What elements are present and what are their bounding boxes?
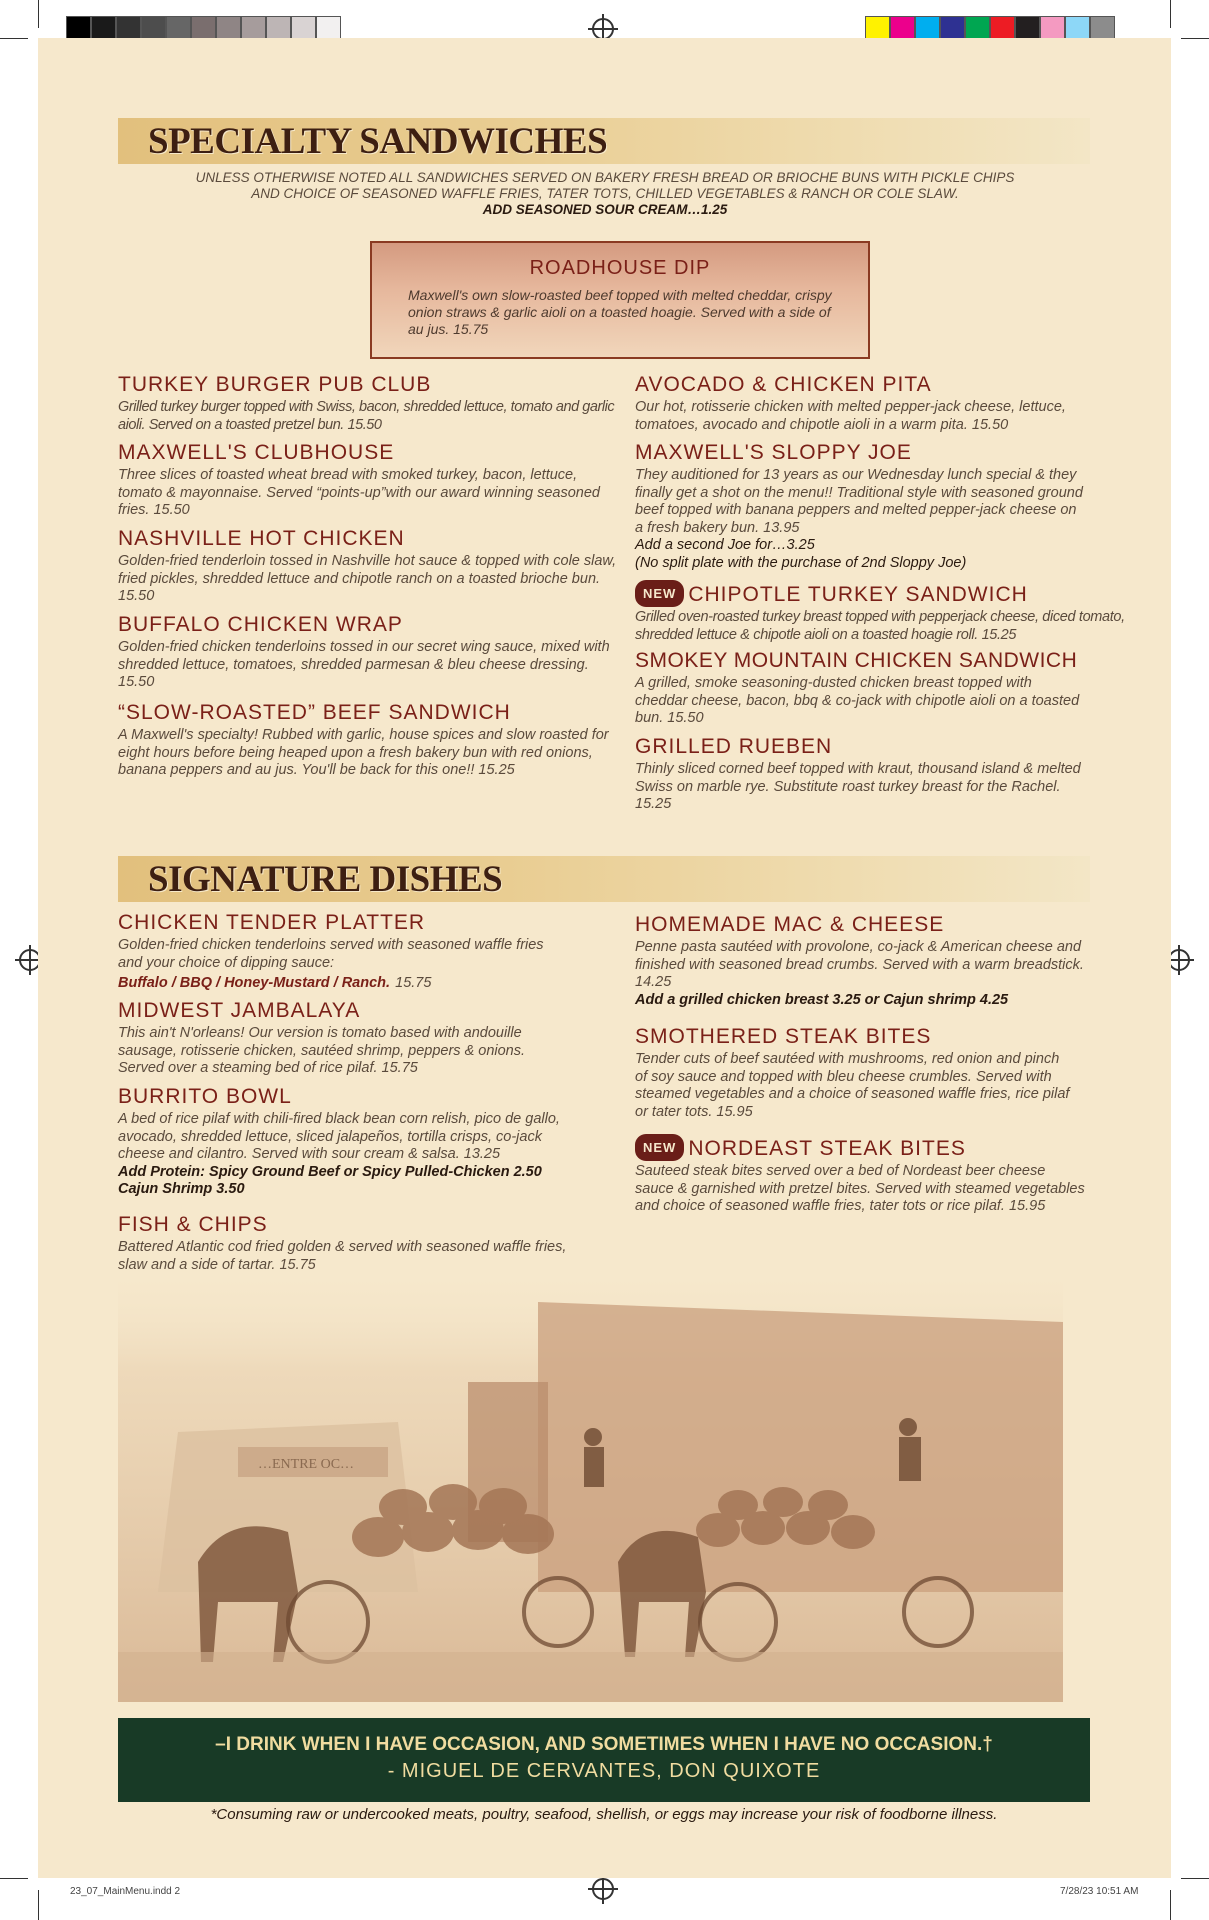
section-heading: SIGNATURE DISHES bbox=[148, 859, 503, 900]
item-description: Grilled turkey burger topped with Swiss, bacon, shredded lettuce, tomato and garlic aioli. Served on a toasted pretzel bun. 15.50 bbox=[118, 399, 615, 433]
item-description: Penne pasta sautéed with provolone, co-jack & American cheese and finished with seasoned bread crumbs. Served with a warm breadstick. 14.25 bbox=[635, 939, 1084, 990]
registration-mark-icon bbox=[592, 18, 614, 40]
menu-item bbox=[635, 580, 1135, 644]
item-description: A bed of rice pilaf with chili-fired black bean corn relish, pico de gallo, avocado, shredded lettuce, sliced jalapeños, tortilla crisps, co-jack cheese and cilantro. Served with sour cream & salsa. 13.25 bbox=[118, 1111, 560, 1162]
item-addon: Add a second Joe for…3.25 bbox=[635, 537, 815, 553]
item-name: GRILLED RUEBEN bbox=[635, 735, 833, 758]
crop-mark bbox=[38, 1890, 39, 1920]
item-note: (No split plate with the purchase of 2nd Sloppy Joe) bbox=[635, 554, 967, 571]
food-safety-disclaimer: *Consuming raw or undercooked meats, poultry, seafood, shellish, or eggs may increase your risk of foodborne illness. bbox=[210, 1806, 998, 1823]
new-badge: NEW bbox=[635, 580, 684, 607]
item-addon: Cajun Shrimp 3.50 bbox=[118, 1181, 245, 1197]
item-description: Tender cuts of beef sautéed with mushrooms, red onion and pinch of soy sauce and topped with bleu cheese crumbles. Served with steamed vegetables and a choice of seasoned waffle fries, rice pilaf or tater tots. 15.95 bbox=[635, 1051, 1070, 1120]
item-name: FISH & CHIPS bbox=[118, 1213, 268, 1236]
historical-wagon-photo bbox=[118, 1262, 1063, 1702]
menu-item bbox=[635, 372, 1105, 434]
item-description: They auditioned for 13 years as our Wednesday lunch special & they finally get a shot on the menu!! Traditional style with seasoned ground beef topped with banana peppers and melted pepper-jack cheese on a fresh bakery bun. 13.95 bbox=[635, 467, 1083, 536]
item-description: Thinly sliced corned beef topped with kraut, thousand island & melted Swiss on marble rye. Substitute roast turkey breast for the Rachel. 15.25 bbox=[635, 761, 1081, 812]
item-description: Battered Atlantic cod fried golden & served with seasoned waffle fries, bbox=[118, 1239, 567, 1255]
print-timestamp: 7/28/23 10:51 AM bbox=[1060, 1886, 1139, 1897]
new-badge: NEW bbox=[635, 1134, 684, 1161]
intro-line: AND CHOICE OF SEASONED WAFFLE FRIES, TATER TOTS, CHILLED VEGETABLES & RANCH OR COLE SLAW. bbox=[251, 186, 959, 201]
item-description: A Maxwell's specialty! Rubbed with garlic, house spices and slow roasted for eight hours before being heaped upon a fresh bakery bun with red onions, banana peppers and au jus. You'll be back for this one!! 15.25 bbox=[118, 727, 609, 778]
file-slug: 23_07_MainMenu.indd 2 bbox=[70, 1886, 181, 1897]
registration-mark-icon bbox=[1168, 949, 1190, 971]
item-description: This ain't N'orleans! Our version is tomato based with andouille sausage, rotisserie chicken, sautéed shrimp, peppers & onions. Served over a steaming bed of rice pilaf. 15.75 bbox=[118, 1025, 526, 1076]
crop-mark bbox=[1181, 38, 1209, 39]
item-description: Golden-fried chicken tenderloins tossed in our secret wing sauce, mixed with shredded lettuce, tomatoes, shredded parmesan & bleu cheese dressing. 15.50 bbox=[118, 639, 610, 690]
item-name: HOMEMADE MAC & CHEESE bbox=[635, 913, 945, 936]
crop-mark bbox=[1170, 1890, 1171, 1920]
intro-line: UNLESS OTHERWISE NOTED ALL SANDWICHES SERVED ON BAKERY FRESH BREAD OR BRIOCHE BUNS WITH PICKLE CHIPS bbox=[195, 170, 1015, 185]
quote-attribution: - MIGUEL DE CERVANTES, DON QUIXOTE bbox=[387, 1760, 821, 1782]
crop-mark bbox=[38, 0, 39, 28]
menu-item bbox=[118, 998, 568, 1078]
item-addon: Add Protein: Spicy Ground Beef or Spicy Pulled-Chicken 2.50 bbox=[118, 1163, 542, 1180]
item-name: “SLOW-ROASTED” BEEF SANDWICH bbox=[118, 701, 511, 724]
item-name: SMOKEY MOUNTAIN CHICKEN SANDWICH bbox=[635, 649, 1078, 672]
item-description: Grilled oven-roasted turkey breast topped with pepperjack cheese, diced tomato, shredded lettuce & chipotle aioli on a toasted hoagie roll. 15.25 bbox=[635, 609, 1125, 643]
item-name: MAXWELL'S SLOPPY JOE bbox=[635, 441, 912, 464]
item-description: Sauteed steak bites served over a bed of Nordeast beer cheese sauce & garnished with pretzel bites. Served with steamed vegetables and choice of seasoned waffle fries, tater tots or rice pilaf. 15.95 bbox=[635, 1163, 1085, 1214]
sign-text: …ENTRE OC… bbox=[258, 1457, 355, 1472]
crop-mark bbox=[0, 38, 28, 39]
menu-item bbox=[635, 648, 1115, 728]
registration-mark-icon bbox=[592, 1878, 614, 1900]
item-addon: Add a grilled chicken breast 3.25 or Cajun shrimp 4.25 bbox=[635, 991, 1009, 1008]
item-description: Golden-fried tenderloin tossed in Nashville hot sauce & topped with cole slaw, fried pickles, shredded lettuce and chipotle ranch on a toasted brioche bun. 15.50 bbox=[118, 553, 617, 604]
item-name: CHICKEN TENDER PLATTER bbox=[118, 911, 426, 934]
item-description: Our hot, rotisserie chicken with melted pepper-jack cheese, lettuce, tomatoes, avocado and chipotle aioli in a warm pita. 15.50 bbox=[635, 399, 1066, 433]
crop-mark bbox=[1170, 0, 1171, 28]
section-banner bbox=[118, 118, 1090, 164]
featured-item-name: ROADHOUSE DIP bbox=[529, 257, 711, 279]
item-name: BURRITO BOWL bbox=[118, 1085, 292, 1108]
item-description: A grilled, smoke seasoning-dusted chicken breast topped with cheddar cheese, bacon, bbq & co-jack with chipotle aioli on a toasted bun. 15.50 bbox=[635, 675, 1080, 726]
quote-text: –I DRINK WHEN I HAVE OCCASION, AND SOMETIMES WHEN I HAVE NO OCCASION.† bbox=[215, 1734, 993, 1755]
item-name: AVOCADO & CHICKEN PITA bbox=[635, 373, 932, 396]
menu-item bbox=[118, 612, 618, 692]
menu-item bbox=[635, 912, 1085, 1009]
menu-item bbox=[118, 440, 618, 520]
menu-item bbox=[118, 700, 618, 780]
menu-item bbox=[118, 910, 558, 993]
crop-mark bbox=[1181, 1878, 1209, 1879]
menu-item bbox=[635, 440, 1085, 572]
featured-item-box bbox=[370, 241, 870, 359]
section-banner bbox=[118, 856, 1090, 902]
sandwich-intro bbox=[150, 170, 1060, 218]
item-name: SMOTHERED STEAK BITES bbox=[635, 1025, 932, 1048]
item-sauces: Buffalo / BBQ / Honey-Mustard / Ranch. 15.75 bbox=[118, 975, 432, 991]
item-description: Golden-fried chicken tenderloins served with seasoned waffle fries and your choice of dipping sauce: bbox=[118, 937, 544, 971]
menu-item bbox=[635, 1024, 1075, 1121]
section-heading: SPECIALTY SANDWICHES bbox=[148, 121, 608, 162]
menu-item bbox=[118, 1084, 578, 1199]
item-name: BUFFALO CHICKEN WRAP bbox=[118, 613, 403, 636]
intro-addon: ADD SEASONED SOUR CREAM…1.25 bbox=[482, 202, 728, 217]
menu-item bbox=[118, 526, 618, 606]
item-name: MIDWEST JAMBALAYA bbox=[118, 999, 361, 1022]
item-name: NEW NORDEAST STEAK BITES bbox=[635, 1134, 1085, 1161]
item-name: TURKEY BURGER PUB CLUB bbox=[118, 373, 432, 396]
item-name: NEW CHIPOTLE TURKEY SANDWICH bbox=[635, 580, 1135, 607]
crop-mark bbox=[0, 1878, 28, 1879]
menu-item bbox=[635, 734, 1085, 814]
item-name: NASHVILLE HOT CHICKEN bbox=[118, 527, 405, 550]
item-name: MAXWELL'S CLUBHOUSE bbox=[118, 441, 395, 464]
featured-item-description: Maxwell's own slow-roasted beef topped with melted cheddar, crispy onion straws & garlic aioli on a toasted hoagie. Served with a side of au jus. 15.75 bbox=[408, 287, 832, 337]
quote-banner bbox=[118, 1718, 1090, 1802]
item-description: Three slices of toasted wheat bread with smoked turkey, bacon, lettuce, tomato & mayonnaise. Served “points-up”with our award winning seasoned fries. 15.50 bbox=[118, 467, 600, 518]
menu-item bbox=[118, 372, 618, 434]
menu-item bbox=[635, 1134, 1085, 1216]
